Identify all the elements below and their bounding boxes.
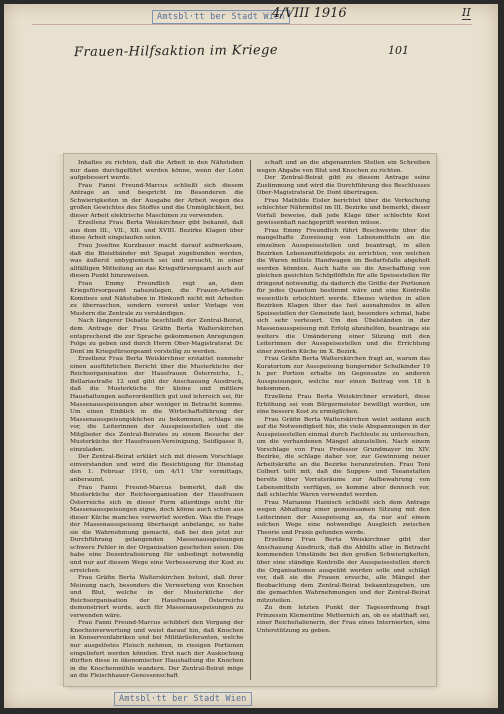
paragraph: Inhaltes zu richten, daß die Arbeit in den Nähstuben nur dann durchgeführt werden könne, wenn der Lohn aufgebessert werde. — [70, 160, 244, 182]
paragraph: Frau Josefine Kurzbauer macht darauf aufmerksam, daß die Bleistbänder mit Spagat zugebunden werden, was äußerst unhygienisch sei und ersucht, in einer allfälligen Mitteilung an das Kriegsfürsorgeamt auch auf diesen Punkt hinzuweisen. — [70, 243, 244, 280]
paragraph: Zu dem letzten Punkt der Tagesordnung fragt Prinzessin Klementine Metternich an, ob es statthaft sei, einer Reichsitalienerin, der Frau eines Internierten, eine Unterstützung zu geben. — [256, 605, 430, 634]
handwritten-page-number: II — [462, 6, 471, 19]
paragraph: Frau Gräfin Berta Walterskirchen fragt an, warum das Kuratorium zur Ausspeisung hungernder Schulkinder 19 h per Portion erhalte im Gegensatze zu anderen Ausspeisungen, welche nur einen Beitrag von 18 h bekommen. — [256, 356, 430, 393]
archive-stamp-top: Amtsbl·tt ber Stadt Wien — [152, 10, 290, 24]
paragraph: Nach längerer Debatte beschließt der Zentral-Beirat, dem Antrage der Frau Gräfin Berta Walterskirchen entsprechend die zur Sprache gekommenen Anregungen Folge zu geben und durch Herrn Ober-Magistratsrat Dr. Dont im Kriegsfürsorgeamt vorstellig zu werden. — [70, 318, 244, 355]
paragraph: Frau Fanni Freund-Marcus schildert den Vorgang der Knochenverwertung und weist darauf hin, daß Knochen in Konservenfabriken und bei Militärlieferanten, welche nur ausgelöstes Fleisch nehmen, in riesigen Portionen eingeliefert werden könnten. Erst nach der Auskochung dürften diese in ökonomischer Haushaltung die Knochen in die Knochenmühle wandern. Der Zentral-Beirat möge an die Fleischhauer-Genossenschaft — [70, 620, 244, 680]
paragraph: Frau Fanni Freund-Marcus bemerkt, daß die Musterküche der Reichsorganisation der Hausfrauen Österreichs sich in dieser Form allerdings nicht für Massenausspeisungen eigne, doch könne auch schon aus dieser Küche manches verwertet werden. Was die Frage der Massenausspeisung überhaupt anbelange, so habe sie die Wahrnehmung gemacht, daß bei den jetzt zur Durchführung gelangenden Massenausspeisungen schwere Fehler in der Organisation geschehen seien. Die habe eine Dezentralisierung für unbedingt notwendig und nur auf diesem Wege eine Verbesserung der Kost zu erreichen. — [70, 484, 244, 574]
paragraph: Der Zentral-Beirat erklärt sich mit diesem Vorschlage einverstanden und wird die Besichtigung für Dienstag den 1. Februar 1916, um 4/11 Uhr vormittags, anberaumt. — [70, 454, 244, 483]
paragraph: Erzellenz Frau Berta Weiskirchner erwidert, diese Erhöhung sei vom Bürgermeister bewilligt worden, um eine bessere Kost zu ermöglichen. — [256, 393, 430, 416]
clipping-column-right — [257, 160, 431, 680]
clipping-column-left — [70, 160, 244, 680]
column-divider — [250, 160, 251, 680]
paragraph: Erzellenz Frau Berta Weiskirchner gibt bekannt, daß aus dem III., VII., XII. und XVIII. Bezirke Klagen über diese Arbeit eingelaufen seien. — [70, 220, 244, 242]
newspaper-clipping — [64, 154, 436, 686]
paragraph: Frau Fanni Freund-Marcus schließt sich diesem Antrage an und bespricht im Besonderen die Schwierigkeiten in der Ausgabe der Arbeit wegen des großen Gewichtes des Stoffes und die Unmöglichkeit, bei dieser Arbeit elektrische Maschinen zu verwenden. — [70, 182, 244, 219]
clipping-shadow — [54, 154, 64, 686]
handwritten-reference-number: 101 — [388, 44, 409, 57]
paragraph: Frau Emmy Freundlich führt Beschwerde über die mangelhafte Zuweisung von Lebensmitteln an die einzelnen Ausspeisestellen und beantragt, in allen Bezirken Lebensmitteldepots zu errichten, von welchen die Waren mittels Handwagen im Bedarfsfalle abgeholt werden könnten. Auch halte sie die Anschaffung von gleichen geeichten Schöpflöffeln für alle Speisestellen für dringend notwendig, da dadurch die Größe der Portionen für jedes Quantum bestimmt wäre und eine Kontrolle wesentlich erleichtert werde. Ebenso würden in allen Bezirken Klagen über das fast ausnahmslos in allen Speisestellen der Gemeinde laut, besonders schmal, habe sich sehr verteuert. Um den Übelständen in der Massenausspeisung mit Erfolg abzuhelfen, beantrage sie weiters die Umänderung einer Sitzung mit den Leiterinnen der Ausspeisestellen und die Errichtung einer zweiten Küche im X. Bezirk. — [256, 227, 430, 355]
handwritten-heading: Frauen-Hilfsaktion im Kriege — [73, 42, 278, 61]
paragraph: Der Zentral-Beirat gibt zu diesem Antrage seine Zustimmung und wird die Durchführung des Beschlusses Ober-Magistratsrat Dr. Dont übertragen. — [256, 175, 430, 197]
paragraph: schaft und an die abgenannten Stellen ein Schreiben wegen Abgabe von Blut und Knochen zu richten. — [256, 160, 430, 174]
paragraph: Frau Marianne Hainisch schließt sich dem Antrage wegen Abhaltung einer gemeinsamen Sitzung mit den Leiterinnen der Ausspeisung an, da nur auf einem solchen Wege eine notwendige Ausgleich zwischen Theorie und Praxis gefunden werde. — [256, 499, 430, 536]
archive-page — [4, 4, 498, 708]
handwritten-date: 4/VIII 1916 — [272, 6, 347, 21]
paragraph: Erzellenz Frau Berta Weiskirchner erstattet nunmehr einen ausführlichen Bericht über die Musterküche der Reichsorganisation der Hausfrauen Österreichs, I., Bellariastraße 12 und gibt der Anschauung Ausdruck, daß die Musterküche für kleine und mittlere Haushaltungen außerordentlich gut und lehrreich sei, für Massenausspeisungen aber weniger in Betracht komme. Um einen Einblick in die Wirtschaftsführung der Massenausspeisungsküchen zu bekommen, schlage sie vor, die Leiterinnen der Ausspeisestellen und die Mitglieder des Zentral-Beirates zu einem Besuche der Musterküche der Hausfrauen-Vereinigung, Seidlgasse 8, einzuladen. — [70, 356, 244, 453]
faint-rule — [32, 24, 472, 25]
paragraph: Frau Mathilde Eisler berichtet über die Verkochung schlechter Nährmittel im III. Bezirke und bemerkt, dieser Vorfall beweise, daß jede Klage über schlechte Kost gewissenhaft nachgeprüft werden müsse. — [256, 197, 430, 227]
paragraph: Erzellenz Frau Berta Weiskirchner gibt der Anschauung Ausdruck, daß die Abhilfe aller in Betracht kommenden Umstände bei den großen Schwierigkeiten, über eine ständige Kontrolle der Ausspeisestellen durch die Organisationen ausgeübt werden solle und schlägt vor, daß sie die Frauen ersuche, alle Mängel der Beobachtung dem Zentral-Beirat bekanntzugeben, um die gemachten Wahrnehmungen und der Zentral-Beirat mitzuteilen. — [256, 537, 430, 604]
paragraph: Frau Emmy Freundlich regt an, dem Kriegsfürsorgeamt nahezulegen, die Frauen-Arbeits-Komitees und Nähstuben in Hinkunft nicht mit Arbeiten zu überraschen, sondern vorerst unter Vorlage von Mustern die Zentrale zu verständigen. — [70, 280, 244, 317]
paragraph: Frau Gräfin Berta Walterskirchen weist sodann auch auf die Notwendigkeit hin, die viele Abspannungen in der Ausspeisestellen einmal durch Fachleute zu untersuchen, um die vorhandenen Mängel abzustellen. Nach einem Vorschlage von Frau Professor Grundmayer im XIV. Bezirke, die schlage daher vor, zur Gewinnung neuer Arbeitskräfte an die Bezirke heranzutreten. Frau Toni Colbert teilt mit, daß die Suppen- und Teeanstalten bereits über Vorratsräume zur Aufbewahrung von Lebensmitteln verfügen, es komme aber dennoch vor, daß schlechte Waren verwendet werden. — [256, 416, 430, 499]
archive-stamp-bottom: Amtsbl·tt ber Stadt Wien — [114, 692, 252, 706]
paragraph: Frau Gräfin Berta Walterskirchen betont, daß ihrer Meinung nach, besonders die Verwertung von Knochen und Blut, welche in der Musterküche der Reichsorganisation der Hausfrauen Österreichs demonstriert wurde, auch für Massenausspeisungen zu verwenden wäre. — [70, 575, 244, 619]
